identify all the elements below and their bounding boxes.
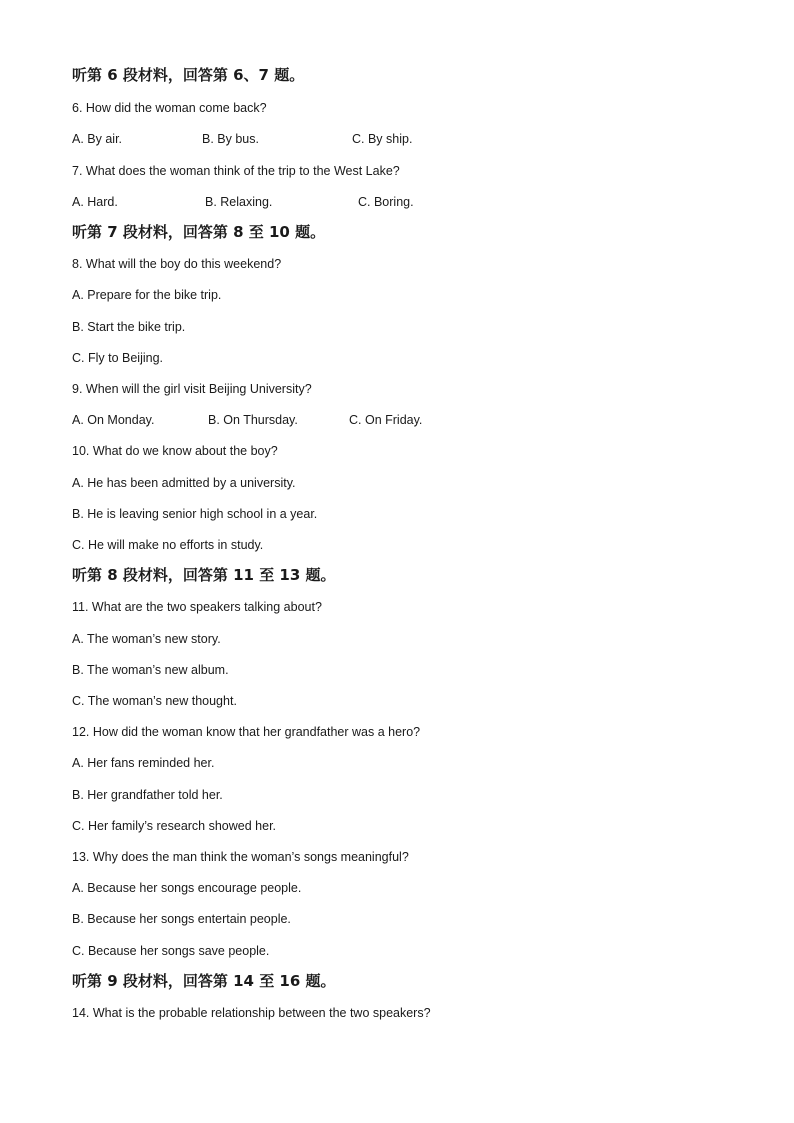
option-c: C. By ship. [352,132,413,146]
option-c: C. Boring. [358,195,414,209]
question-text: 11. What are the two speakers talking about? [72,600,322,614]
option-c: C. He will make no efforts in study. [72,538,264,552]
option-c: C. On Friday. [349,413,423,427]
option-c: C. The woman’s new thought. [72,694,237,708]
question-text: 6. How did the woman come back? [72,101,267,115]
option-a: A. Hard. [72,195,118,209]
section-heading: 听第 8 段材料，回答第 11 至 13 题。 [72,566,336,584]
question-text: 10. What do we know about the boy? [72,444,278,458]
option-a: A. Her fans reminded her. [72,756,215,770]
option-b: B. Because her songs entertain people. [72,912,291,926]
option-b: B. By bus. [202,132,259,146]
section-heading: 听第 6 段材料，回答第 6、7 题。 [72,66,305,84]
question-text: 7. What does the woman think of the trip to the West Lake? [72,164,400,178]
option-b: B. On Thursday. [208,413,298,427]
option-b: B. He is leaving senior high school in a year. [72,507,318,521]
option-c: C. Fly to Beijing. [72,351,164,365]
option-a: A. Because her songs encourage people. [72,881,302,895]
question-text: 12. How did the woman know that her grandfather was a hero? [72,725,421,739]
option-a: A. He has been admitted by a university. [72,476,296,490]
option-c: C. Her family’s research showed her. [72,819,277,833]
section-heading: 听第 9 段材料，回答第 14 至 16 题。 [72,972,336,990]
option-a: A. By air. [72,132,123,146]
option-a: A. The woman’s new story. [72,632,221,646]
question-text: 14. What is the probable relationship between the two speakers? [72,1006,431,1020]
option-b: B. Her grandfather told her. [72,788,223,802]
option-c: C. Because her songs save people. [72,944,270,958]
section-heading: 听第 7 段材料，回答第 8 至 10 题。 [72,223,326,241]
question-text: 8. What will the boy do this weekend? [72,257,282,271]
option-a: A. Prepare for the bike trip. [72,288,222,302]
question-text: 13. Why does the man think the woman’s songs meaningful? [72,850,409,864]
question-text: 9. When will the girl visit Beijing University? [72,382,312,396]
option-b: B. Start the bike trip. [72,320,186,334]
option-b: B. The woman’s new album. [72,663,229,677]
option-b: B. Relaxing. [205,195,273,209]
option-a: A. On Monday. [72,413,155,427]
